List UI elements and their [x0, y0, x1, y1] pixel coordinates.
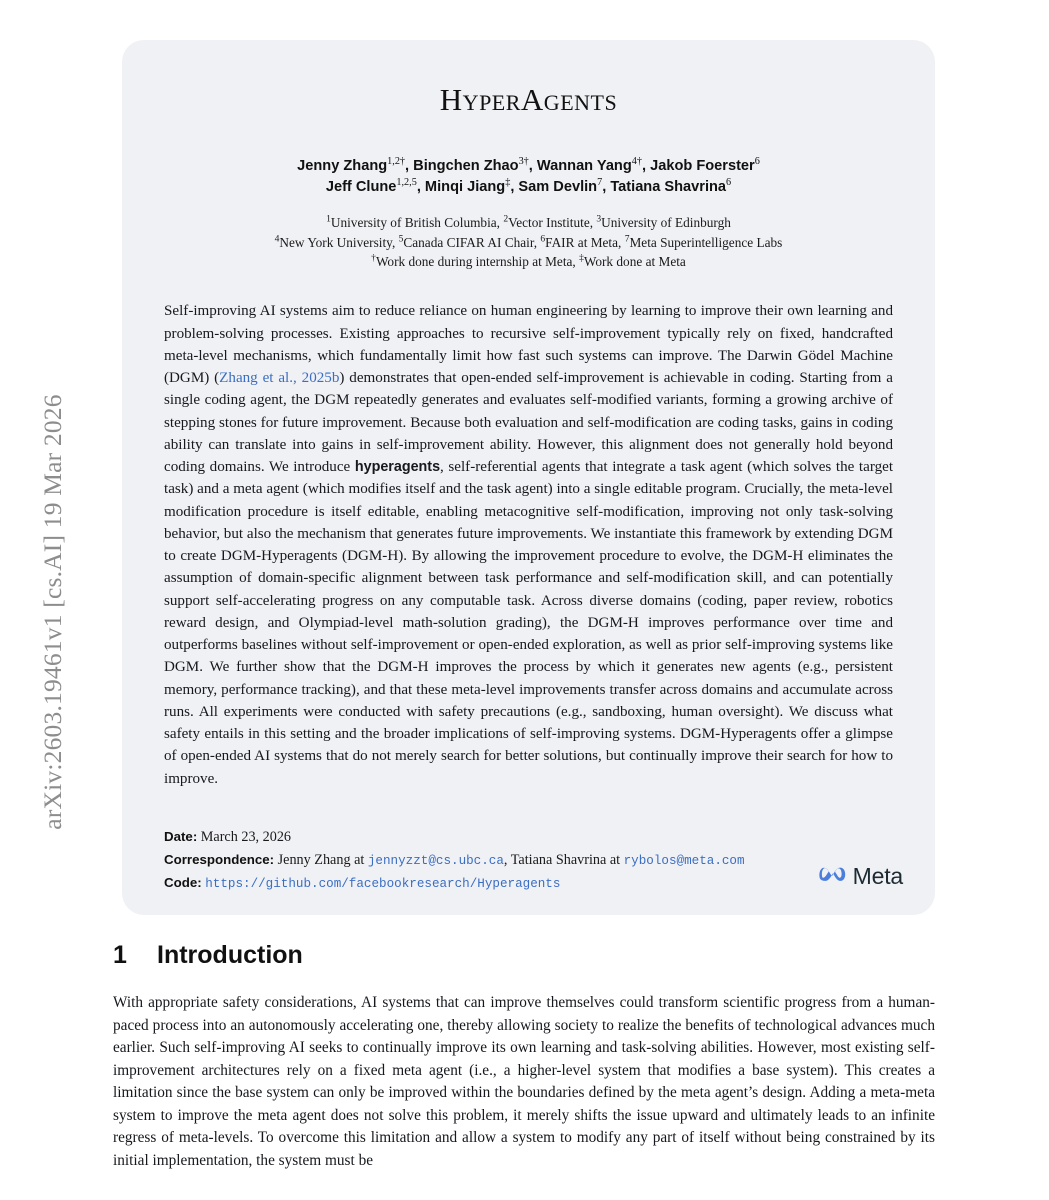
meta-brand-logo	[817, 863, 903, 890]
arxiv-stamp-text: arXiv:2603.19461v1 [cs.AI] 19 Mar 2026	[38, 394, 67, 830]
metadata-row-date	[164, 826, 894, 849]
date-label: Date:	[164, 829, 198, 844]
metadata-row-correspondence	[164, 849, 894, 872]
abstract-text: Self-improving AI systems aim to reduce reliance on human engineering by learning to improve their own learning and problem-solving processes. Existing approaches to recursive self-improvement typically rely on fixed, handcrafted meta-level mechanisms, which fundamentally limit how fast such systems can improve. The Darwin Gödel Machine (DGM) (Zhang et al., 2025b) demonstrates that open-ended self-improvement is achievable in coding. Starting from a single coding agent, the DGM repeatedly generates and evaluates self-modified variants, forming a growing archive of stepping stones for future improvement. Because both evaluation and self-modification are coding tasks, gains in coding ability can translate into gains in self-improvement ability. However, this alignment does not generally hold beyond coding domains. We introduce hyperagents, self-referential agents that integrate a task agent (which solves the target task) and a meta agent (which modifies itself and the task agent) into a single editable program. Crucially, the meta-level modification procedure is itself editable, enabling metacognitive self-modification, improving not only task-solving behavior, but also the mechanism that generates future improvements. We instantiate this framework by extending DGM to create DGM-Hyperagents (DGM-H). By allowing the improvement procedure to evolve, the DGM-H eliminates the assumption of domain-specific alignment between task performance and self-modification skill, and can potentially support self-accelerating progress on any computable task. Across diverse domains (coding, paper review, robotics reward design, and Olympiad-level math-solution grading), the DGM-H improves performance over time and outperforms baselines without self-improvement or open-ended exploration, as well as prior self-improving systems like DGM. We further show that the DGM-H improves the process by which it generates new agents (e.g., persistent memory, performance tracking), and that these meta-level improvements transfer across domains and accumulate across runs. All experiments were conducted with safety precautions (e.g., sandboxing, human oversight). We discuss what safety entails in this setting and the broader implications of self-improving systems. DGM-Hyperagents offer a glimpse of open-ended AI systems that do not merely search for better solutions, but continually improve their search for how to improve.	[164, 303, 894, 787]
meta-logo-text: Meta	[852, 863, 903, 889]
arxiv-stamp	[0, 0, 100, 1200]
correspondence-value: Jenny Zhang at jennyzzt@cs.ubc.ca, Tatiana Shavrina at rybolos@meta.com	[277, 852, 745, 868]
code-repository-link[interactable]: https://github.com/facebookresearch/Hyperagents	[205, 877, 561, 891]
affiliation-footnote-line: †Work done during internship at Meta, ‡Work done at Meta	[371, 253, 686, 270]
affiliation-line-1: $^1$University of British Columbia, $^2$Vector Institute, $^3$University of Edinburgh	[326, 213, 731, 230]
correspondence-label: Correspondence:	[164, 852, 275, 867]
paper-metadata-block	[164, 826, 894, 895]
email-link-tatiana-shavrina[interactable]: rybolos@meta.com	[623, 854, 745, 868]
meta-infinity-icon	[817, 864, 847, 890]
section-title: Introduction	[157, 941, 303, 969]
code-label: Code:	[164, 875, 202, 890]
date-value: March 23, 2026	[200, 829, 292, 845]
author-list	[122, 118, 935, 199]
metadata-row-code	[164, 872, 894, 895]
author-line-1: Jenny Zhang$^{1,2\dagger}$, Bingchen Zhao$^{3\dagger}$, Wannan Yang$^{4\dagger}$, Jakob Foerster$^6$	[297, 156, 760, 174]
affiliation-list	[122, 199, 935, 273]
author-line-2: Jeff Clune$^{1,2,5}$, Minqi Jiang‡, Sam Devlin$^7$, Tatiana Shavrina$^6$	[325, 177, 732, 196]
introduction-paragraph: With appropriate safety considerations, AI systems that can improve themselves could transform scientific progress from a human-paced process into an autonomously accelerating one, thereby allowing society to realize the benefits of technological advances much earlier. Such self-improving AI seeks to continually improve its own learning and task-solving abilities. However, most existing self-improvement architectures rely on a fixed meta agent (i.e., a higher-level system that modifies a base system). This creates a limitation since the base system can only be improved within the boundaries defined by the meta agent’s design. Adding a meta-meta system to improve the meta agent does not solve this problem, it merely shifts the issue upward and ultimately leads to an infinite regress of meta-levels. To overcome this limitation and allow a system to modify any part of itself without being constrained by its initial implementation, the system must be	[113, 994, 935, 1169]
section-heading-introduction	[113, 941, 303, 970]
affiliation-line-2: $^4$New York University, $^5$Canada CIFAR AI Chair, $^6$FAIR at Meta, $^7$Meta Superintelligence Labs	[274, 233, 783, 250]
paper-header-card	[122, 40, 935, 915]
page-title: HyperAgents	[439, 82, 618, 117]
citation-link-zhang-2025b[interactable]: Zhang et al., 2025b	[219, 370, 340, 387]
section-number: 1	[113, 941, 127, 969]
email-link-jenny-zhang[interactable]: jennyzzt@cs.ubc.ca	[367, 854, 504, 868]
